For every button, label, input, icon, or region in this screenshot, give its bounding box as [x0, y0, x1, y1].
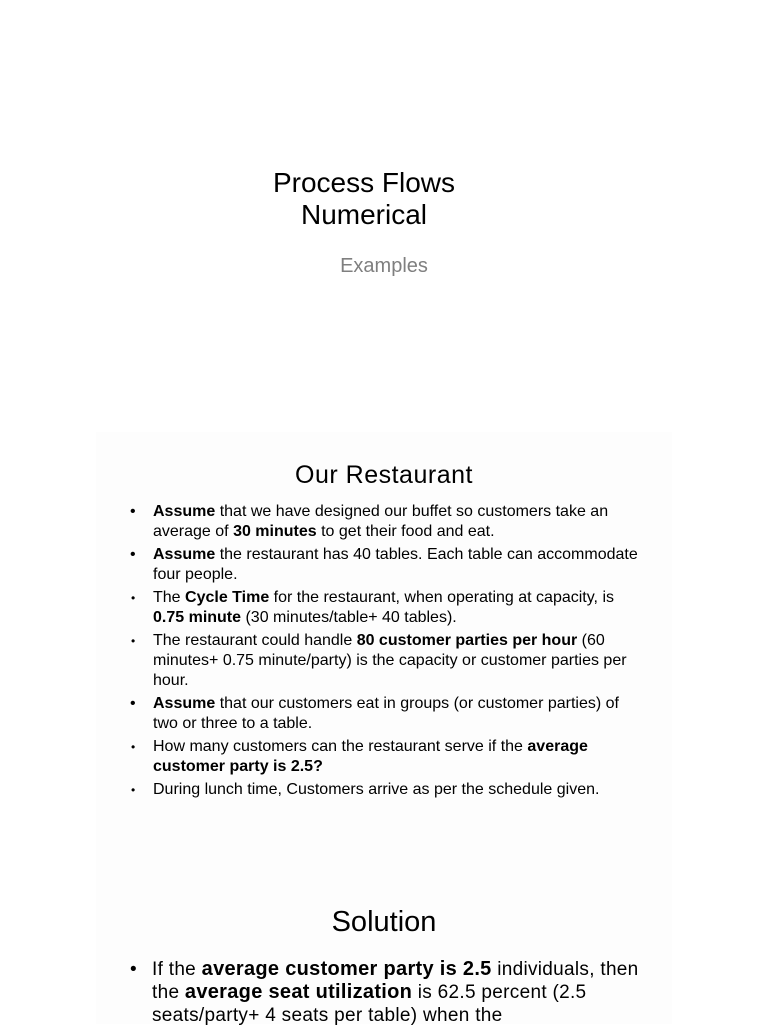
bullet-marker: • [130, 959, 137, 980]
bullet-text: The restaurant could handle [153, 632, 357, 649]
bullet-marker: • [131, 634, 136, 648]
bullet-marker: • [131, 740, 136, 754]
bullet-text: for the restaurant, when operating at capacity, is [269, 589, 614, 606]
bold-text: average customer party is 2.5? [153, 738, 588, 775]
bold-text: Assume [153, 695, 216, 712]
bold-text: Cycle Time [185, 589, 270, 606]
bullet-marker: • [130, 503, 136, 520]
bullet-text: (30 minutes/table+ 40 tables). [241, 609, 457, 626]
bullet-text: that we have designed our buffet so customers take an average of [153, 503, 609, 540]
bullet-marker: • [131, 591, 136, 605]
bullet-item [130, 502, 640, 542]
bullet-text: that our customers eat in groups (or customer parties) of two or three to a table. [153, 695, 619, 732]
bullet-text: individuals, then the [152, 959, 639, 1003]
bold-text: 0.75 minute [153, 609, 242, 626]
slide-subtitle: Examples [340, 255, 428, 277]
slide-title [0, 167, 728, 231]
restaurant-bullet-list [130, 502, 640, 803]
bullet-marker: • [130, 695, 136, 712]
title-slide [0, 0, 768, 432]
bullet-marker: • [131, 783, 136, 797]
bullet-text: During lunch time, Customers arrive as per the schedule given. [153, 781, 600, 798]
bullet-item [130, 545, 640, 585]
bullet-text: the restaurant has 40 tables. Each table can accommodate four people. [153, 546, 638, 583]
bullet-item [130, 588, 640, 628]
bullet-text: to get their food and eat. [316, 523, 495, 540]
bullet-text: How many customers can the restaurant serve if the [153, 738, 528, 755]
bold-text: Assume [153, 546, 216, 563]
title-line-2: Numerical [300, 199, 428, 230]
content-slides [96, 432, 672, 1024]
bullet-item [130, 737, 640, 777]
bullet-item [130, 694, 640, 734]
bold-text: average seat utilization [184, 981, 413, 1003]
bold-text: average customer party is 2.5 [201, 958, 492, 980]
bullet-text: is 62.5 percent (2.5 seats/party+ 4 seats per table) when the [152, 982, 587, 1026]
solution-bullet-list [130, 958, 660, 1027]
bullet-text: The [153, 589, 186, 606]
bullet-item [130, 631, 640, 691]
title-line-1: Process Flows [272, 167, 456, 198]
bold-text: Assume [153, 503, 216, 520]
bullet-text: (60 minutes+ 0.75 minute/party) is the capacity or customer parties per hour. [153, 632, 627, 689]
bold-text: 80 customer parties per hour [356, 632, 578, 649]
bullet-marker: • [130, 546, 136, 563]
bullet-item [130, 958, 660, 1027]
bold-text: 30 minutes [233, 523, 317, 540]
bullet-item [130, 780, 640, 800]
solution-slide-title: Solution [331, 906, 437, 938]
restaurant-slide-title: Our Restaurant [295, 461, 473, 489]
bullet-text: If the [152, 959, 202, 980]
